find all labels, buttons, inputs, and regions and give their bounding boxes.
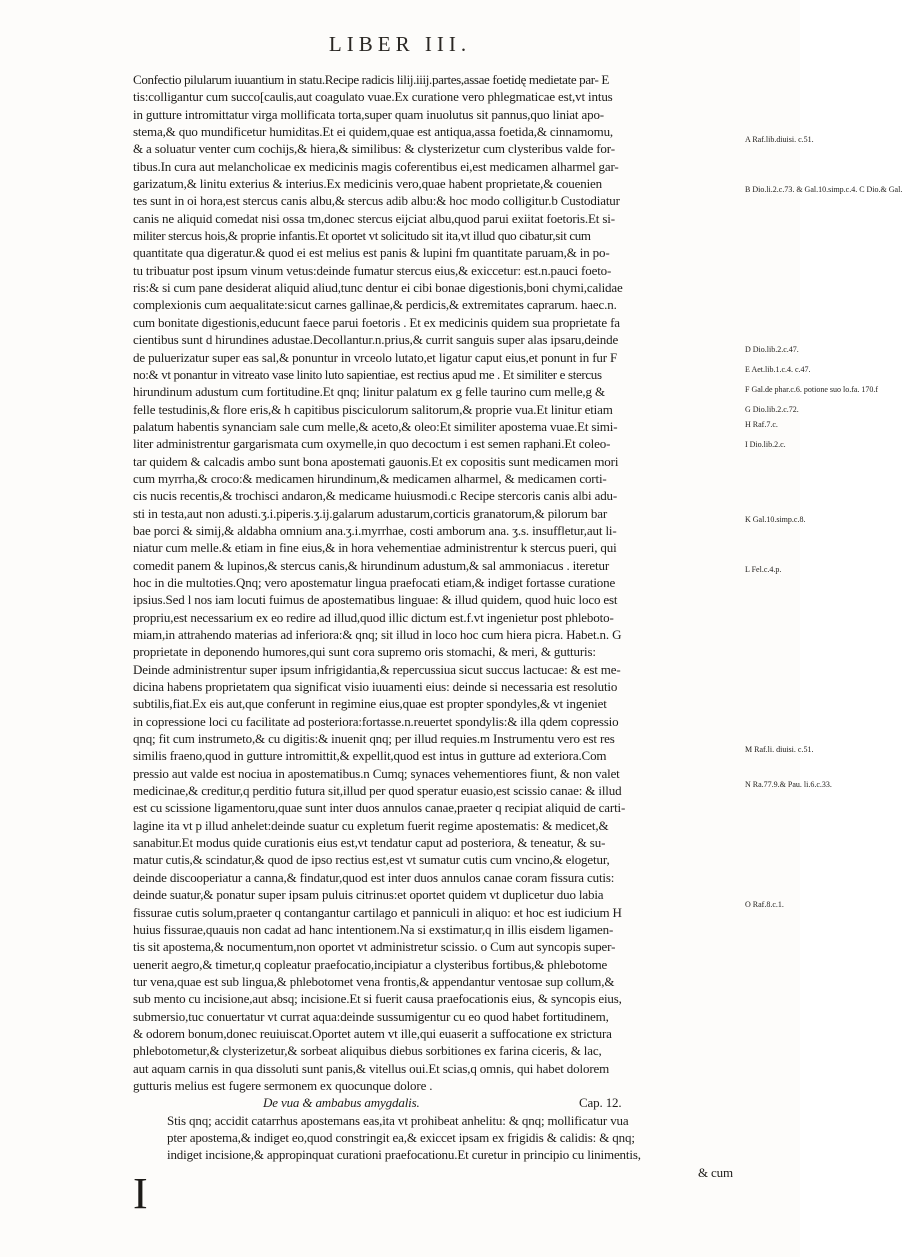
text-line: hoc in die multoties.Qnq; vero apostematur lingua praefocati etiam,& indiget fortasse curatione xyxy=(133,574,616,590)
margin-note: L Fel.c.4.p. xyxy=(745,565,782,574)
text-line: tis:colligantur cum succo[caulis,aut coagulato vuae.Ex curatione vero phlegmaticae est,vt intus xyxy=(133,89,613,105)
text-line: bae porci & simij,& aldabha omnium ana.ʒ.i.myrrhae, costi amborum ana. ʒ.s. insuffletur,aut li- xyxy=(133,522,617,538)
text-line: niatur cum melle.& etiam in fine eius,& in hora vehementiae administrentur k stercus pueri, qui xyxy=(133,540,617,556)
text-line: & cum xyxy=(698,1164,733,1180)
text-line: de puluerizatur super eas sal,& ponuntur in vrceolo lutato,et ligatur caput eius,et ponunt in fur F xyxy=(133,349,618,365)
text-line: miam,in attrahendo materias ad inferiora:& qnq; sit illud in loco hoc cum hiera picra. Habet.n. G xyxy=(133,627,622,642)
text-line: no:& vt ponantur in vitreato vase linito luto sapientiae, est rectius apud me . Et similiter e stercus xyxy=(133,366,602,382)
text-line: deinde discooperiatur a canna,& findatur,quod est inter duos annulos canae coram fissura cutis: xyxy=(133,869,615,885)
text-line: Confectio pilularum iuuantium in statu.Recipe radicis lilij.iiij.partes,assae foetidę medietate par- E xyxy=(133,72,609,87)
chapter-heading xyxy=(133,1094,733,1111)
text-line: sub mento cu incisione,aut absq; incisione.Et si fuerit causa praefocationis eius, & syncopis eius, xyxy=(133,991,622,1007)
margin-note: M Raf.li. diuisi. c.51. xyxy=(745,745,814,754)
margin-note: D Dio.lib.2.c.47. xyxy=(745,345,799,354)
text-line: quantitate qua digeratur.& quod ei est melius est panis & lupini fm quantitate paruam,& in po- xyxy=(133,245,610,261)
text-line: qnq; fit cum instrumeto,& cu digitis:& inuenit qnq; per illud requies.m Instrumentu vero est res xyxy=(133,731,615,747)
text-line: Stis qnq; accidit catarrhus apostemans eas,ita vt prohibeat anhelitu: & qnq; mollificatur vua xyxy=(167,1112,629,1128)
text-line: gutturis melius est fugere sermonem ex quocunque dolore . xyxy=(133,1077,433,1093)
text-line: hirundinum adustum cum fortitudine.Et qnq; linitur palatum ex g felle taurino cum melle,g & xyxy=(133,384,605,400)
text-line: phlebotometur,& clysterizetur,& sorbeat aliquibus diebus sorbitiones ex farina ciceris, & lac, xyxy=(133,1043,602,1059)
text-line: subtilis,fiat.Ex eis aut,que conferunt in regimine eius,quae est propter spondyles,& vt ingeniet xyxy=(133,696,607,712)
text-line: huius fissurae,quauis non cadat ad hanc intentionem.Na si exstimatur,q in illis eisdem ligamen- xyxy=(133,921,614,937)
text-line: pressio aut valde est nociua in apostematibus.n Cumq; synaces vehementiores fiunt, & non valet xyxy=(133,765,620,781)
text-line: palatum habentis synanciam sale cum melle,& aceto,& oleo:Et similiter apostema vuae.Et simi- xyxy=(133,418,618,434)
text-line: aut aquam carnis in qua dissoluti sunt panis,& vitellus oui.Et scias,q omnis, qui habet dolorem xyxy=(133,1060,610,1076)
text-line: similis fraeno,quod in gutture intromittit,& expellit,quod est intus in gutture ad exteriora.Com xyxy=(133,748,607,764)
text-line: cis nucis recentis,& trochisci andaron,& medicame huiusmodi.c Recipe stercoris canis albi adu- xyxy=(133,488,618,504)
main-text-block xyxy=(133,71,733,1181)
margin-note: E Aet.lib.1.c.4. c.47. xyxy=(745,365,811,374)
running-head: LIBER III. xyxy=(328,32,472,56)
chapter-title: De vua & ambabus amygdalis. xyxy=(263,1095,420,1111)
text-line: tibus.In cura aut melancholicae ex medicinis magis coferentibus ei,est medicamen alharmel gar- xyxy=(133,158,619,174)
margin-note: B Dio.li.2.c.73. & Gal.10.simp.c.4. C Dio.& Gal. xyxy=(745,185,902,194)
margin-note: K Gal.10.simp.c.8. xyxy=(745,515,806,524)
text-line: complexionis cum aequalitate:sicut carnes gallinae,& perdicis,& extremitates caprarum. haec.n. xyxy=(133,297,617,313)
text-line: tur vena,quae est sub lingua,& phlebotomet vena frontis,& appendantur ventosae sup collum,& xyxy=(133,973,615,989)
text-line: in gutture intromittatur virga mollificata torta,super quam inuolutus sit pannus,quo liniat apo- xyxy=(133,106,604,122)
margin-note: N Ra.77.9.& Pau. li.6.c.33. xyxy=(745,780,832,789)
text-line: fissurae cutis solum,praeter q contangantur cartilago et panniculi in aliquo: et hoc est iudicium H xyxy=(133,904,622,920)
text-line: comedit panem & lupinos,& stercus canis,& hirundinum adustum,& sal ammoniacus . iteretur xyxy=(133,557,610,573)
text-line: submersio,tuc conuertatur vt currat aqua:deinde sussumigentur cu eo quod habet fortitudinem, xyxy=(133,1008,609,1024)
text-line: ipsius.Sed l nos iam locuti fuimus de apostematibus linguae: & illud quidem, quod huic loco est xyxy=(133,592,618,608)
text-line: medicinae,& creditur,q perditio futura sit,illud per quod speratur euasio,est scissio canae: & illud xyxy=(133,783,622,799)
text-line: propriu,est necessarium ex eo redire ad illud,quod illic dictum est.f.vt ingenietur post phleboto- xyxy=(133,609,614,625)
text-line: lagine ita vt p illud anhelet:deinde suatur cu expletum fuerit regime apostematis: & medicet,& xyxy=(133,817,609,833)
margin-note: I Dio.lib.2.c. xyxy=(745,440,786,449)
text-line: cum bonitate digestionis,educunt faece parui foetoris . Et ex medicinis quidem sua proprietate fa xyxy=(133,314,620,330)
text-line: proprietate in deponendo humores,qui sunt cora supremo oris stomachi, & meri, & gutturis: xyxy=(133,644,596,660)
text-line: cientibus sunt d hirundines adustae.Decollantur.n.prius,& currit sanguis super alas ipsaru,deinde xyxy=(133,332,619,348)
text-line: sti in testa,aut non adusti.ʒ.i.piperis.ʒ.ij.galarum adustarum,corticis granatorum,& pilorum bar xyxy=(133,505,608,521)
text-line: militer stercus hois,& proprie infantis.Et oportet vt solicitudo sit ita,vt illud quo cibatur,sit cum xyxy=(133,228,591,244)
text-line: uenerit aegro,& timetur,q copleatur praefocatio,incipiatur a clysteribus fortibus,& phlebotome xyxy=(133,956,608,972)
text-line: felle testudinis,& flore eris,& h capitibus pisciculorum salitorum,& proprie vua.Et linitur etiam xyxy=(133,401,613,417)
text-line: pter apostema,& indiget eo,quod constringit ea,& exiccet ipsam ex frigidis & calidis: & qnq; xyxy=(167,1129,635,1145)
text-line: liter administrentur gargarismata cum oxymelle,in quo decoctum i est semen raphani.Et coleo- xyxy=(133,436,611,452)
text-line: tar quidem & calcadis ambo sunt bona apostemati gauonis.Et ex copositis sunt medicamen mori xyxy=(133,453,619,469)
margin-note: F Gal.de phar.c.6. potione suo lo.fa. 170.f xyxy=(745,385,879,394)
text-line: indiget incisione,& appropinquat curationi praefocationu.Et curetur in principio cu linimentis, xyxy=(167,1147,641,1163)
text-line: Deinde administrentur super ipsum infrigidantia,& repercussiua sicut succus lactucae: & est me- xyxy=(133,661,621,677)
text-line: matur cutis,& scindatur,& quod de ipso rectius est,est vt sumatur cutis cum vncino,& elogetur, xyxy=(133,852,610,868)
text-line: & odorem bonum,donec reuiuiscat.Oportet autem vt ille,qui euaserit a suffocatione ex strictura xyxy=(133,1025,612,1041)
chapter-number: Cap. 12. xyxy=(579,1095,622,1111)
text-line: in copressione loci cu facilitate ad posteriora:fortasse.n.reuertet spondylis:& illa qdem copressio xyxy=(133,713,619,729)
text-line: sanabitur.Et modus quide curationis eius est,vt tendatur caput ad posteriora, & teneatur, & su- xyxy=(133,835,606,851)
margin-note: A Raf.lib.diuisi. c.51. xyxy=(745,135,814,144)
margin-note: H Raf.7.c. xyxy=(745,420,778,429)
margin-note: O Raf.8.c.1. xyxy=(745,900,784,909)
drop-cap-initial: I xyxy=(133,1169,148,1218)
text-line: dicina habens proprietatem qua significat visio iuuamenti eius: deinde si necessaria est resolutio xyxy=(133,679,618,695)
text-line: stema,& quo mundificetur humiditas.Et ei quidem,quae est antiqua,assa foetida,& cinnamomu, xyxy=(133,124,614,140)
margin-note: G Dio.lib.2.c.72. xyxy=(745,405,799,414)
text-line: tis sit apostema,& nocumentum,non oportet vt administretur scissio. o Cum aut syncopis super- xyxy=(133,939,616,955)
text-line: tes sunt in oi hora,est stercus canis albu,& stercus adib albu:& hoc modo colligitur.b Custodiatur xyxy=(133,193,620,209)
text-line: cum myrrha,& croco:& medicamen hirundinum,& medicamen alharmel, & medicamen corti- xyxy=(133,470,607,486)
text-line: canis ne aliquid comedat nisi ossa tm,donec stercus eijciat albu,quod parui exiitat foetoris.Et si- xyxy=(133,210,615,226)
text-line: deinde suatur,& ponatur super ipsam puluis citrinus:et oportet quidem vt duplicetur duo labia xyxy=(133,887,604,903)
text-line: ris:& si cum pane desiderat aliquid aliud,tunc dentur ei cibi bonae digestionis,boni chymi,calidae xyxy=(133,280,623,296)
text-line: tu tribuatur post ipsum vinum vetus:deinde fumatur stercus eius,& exiccetur: est.n.pauci foeto- xyxy=(133,262,612,278)
text-line: & a soluatur venter cum cochijs,& hiera,& similibus: & clysterizetur cum clysteribus valde for- xyxy=(133,141,615,157)
text-line: garizatum,& linitu exterius & interius.Ex medicinis vero,quae habent proprietate,& couenien xyxy=(133,176,603,192)
text-line: est cu scissione ligamentoru,quae sunt inter duos annulos canae,praeter q recipiat aliquid de carti- xyxy=(133,800,626,816)
